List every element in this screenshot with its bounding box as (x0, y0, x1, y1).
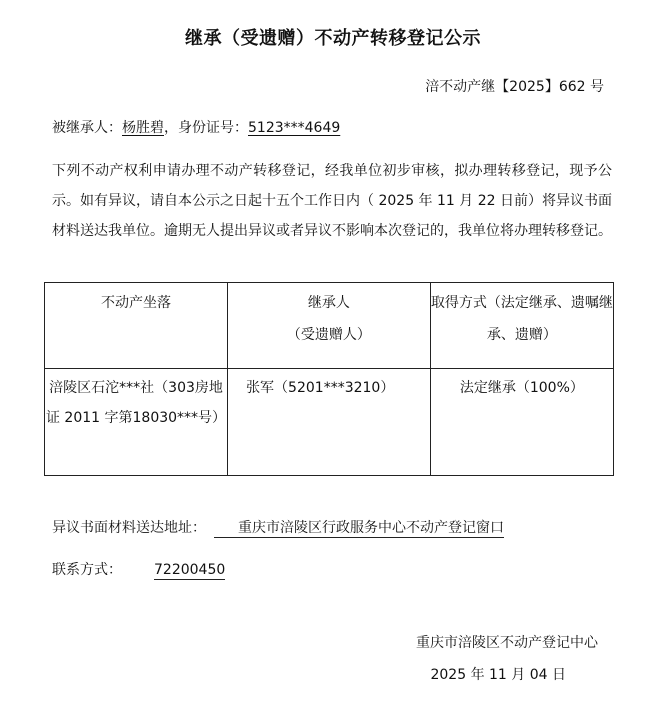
property-table (44, 282, 614, 476)
header-heir (228, 283, 431, 369)
table-header-row (45, 283, 614, 369)
table-row (45, 369, 614, 476)
decedent-info (52, 117, 340, 137)
issuing-organization: 重庆市涪陵区不动产登记中心 (416, 635, 598, 651)
cell-method: 法定继承（100%） (430, 369, 613, 476)
contact-info (52, 559, 225, 580)
decedent-label: 被继承人： (52, 120, 122, 136)
contact-value: 72200450 (154, 562, 226, 578)
notice-body: 下列不动产权利申请办理不动产转移登记，经我单位初步审核，拟办理转移登记，现予公示。如有异议，请自本公示之日起十五个工作日内（ 2025 年 11 月 22 日前）将异议书面材料送达我单位。逾期无人提出异议或者异议不影响本次登记的，我单位将办理转移登记。 (52, 163, 612, 239)
id-number: 5123***4649 (248, 120, 341, 136)
header-heir-line1: 继承人 (307, 295, 350, 311)
decedent-name: 杨胜碧 (122, 120, 164, 136)
page-title: 继承（受遗赠）不动产转移登记公示 (185, 28, 481, 49)
contact-label: 联系方式： (52, 562, 122, 578)
header-heir-line2: （受遗赠人） (286, 327, 371, 343)
header-location: 不动产坐落 (45, 283, 228, 369)
address-value: 重庆市涪陵区行政服务中心不动产登记窗口 (214, 519, 504, 538)
address-label: 异议书面材料送达地址： (52, 520, 206, 536)
header-method: 取得方式（法定继承、遗嘱继承、遗赠） (430, 283, 613, 369)
cell-location: 涪陵区石沱***社（303房地证 2011 字第18030***号） (45, 369, 228, 476)
cell-heir: 张军（5201***3210） (228, 369, 431, 476)
objection-address (52, 517, 504, 538)
document-number: 涪不动产继【2025】662 号 (425, 79, 604, 95)
id-label: ，身份证号： (164, 120, 248, 136)
issue-date: 2025 年 11 月 04 日 (430, 667, 566, 683)
